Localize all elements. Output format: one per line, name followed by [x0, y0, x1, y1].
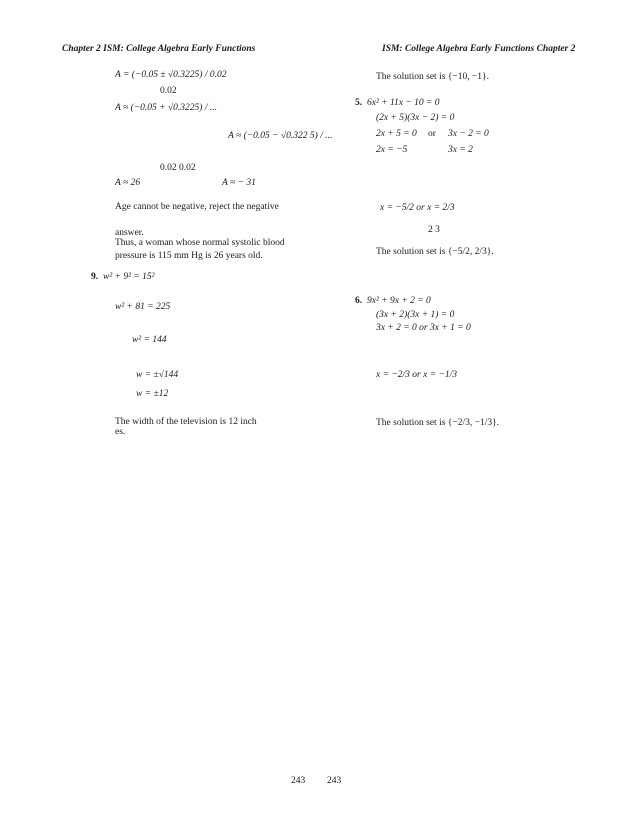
problem-9-step-1: w² + 81 = 225	[115, 302, 171, 312]
problem-5-denominators: 2 3	[428, 225, 440, 235]
problem-5-equation: 6x² + 11x − 10 = 0	[367, 98, 440, 108]
paragraph-line-2: answer.	[115, 228, 144, 238]
problem-6-factors: 3x + 2 = 0 or 3x + 1 = 0	[376, 323, 471, 333]
problem-6-equation: 9x² + 9x + 2 = 0	[367, 296, 431, 306]
problem-9-step-2: w² = 144	[132, 335, 167, 345]
problem-9-step-3: w = ±√144	[136, 370, 179, 380]
problem-9-conclusion-2: es.	[115, 427, 126, 437]
eq-a-result-1: A ≈ 26	[115, 178, 141, 188]
paragraph-line-3: Thus, a woman whose normal systolic blood	[115, 238, 285, 248]
header-right: ISM: College Algebra Early Functions Chapter 2	[382, 44, 576, 54]
problem-5-factored: (2x + 5)(3x − 2) = 0	[376, 113, 455, 123]
paragraph-line-4: pressure is 115 mm Hg is 26 years old.	[115, 251, 263, 261]
header-left: Chapter 2 ISM: College Algebra Early Functions	[62, 44, 256, 54]
eq-a1: A = (−0.05 ± √0.3225) / 0.02	[115, 70, 227, 80]
problem-5-factor-2: 3x − 2 = 0	[448, 129, 489, 139]
problem-5-number: 5.	[355, 98, 363, 108]
prev-solution-set: The solution set is {−10, −1}.	[376, 72, 489, 82]
problem-9-number: 9.	[91, 272, 99, 282]
problem-9-step-4: w = ±12	[136, 389, 169, 399]
problem-5-or: or	[428, 129, 436, 139]
eq-a-denominators: 0.02 0.02	[160, 163, 196, 173]
eq-a2: A ≈ (−0.05 + √0.3225) / ...	[115, 103, 217, 113]
page-number-2: 243	[327, 776, 342, 786]
problem-6-factored: (3x + 2)(3x + 1) = 0	[376, 310, 455, 320]
problem-6-solution-set: The solution set is {−2/3, −1/3}.	[376, 418, 500, 428]
problem-9-conclusion-1: The width of the television is 12 inch	[115, 417, 257, 427]
problem-9-equation: w² + 9² = 15²	[103, 272, 155, 282]
paragraph-line-1: Age cannot be negative, reject the negative	[115, 202, 279, 212]
problem-5-solution-set: The solution set is {−5/2, 2/3}.	[376, 247, 494, 257]
eq-a1-denominator: 0.02	[160, 86, 177, 96]
problem-6-number: 6.	[355, 296, 363, 306]
eq-a3: A ≈ (−0.05 − √0.322 5) / ...	[228, 131, 333, 141]
problem-5-factor-1: 2x + 5 = 0	[376, 129, 417, 139]
eq-a-result-2: A ≈ − 31	[222, 178, 256, 188]
problem-5-roots: x = −5/2 or x = 2/3	[380, 203, 455, 213]
page-number-1: 243	[291, 776, 306, 786]
problem-5-step-a: 2x = −5	[376, 145, 408, 155]
problem-5-step-b: 3x = 2	[448, 145, 473, 155]
problem-6-roots: x = −2/3 or x = −1/3	[376, 370, 458, 380]
